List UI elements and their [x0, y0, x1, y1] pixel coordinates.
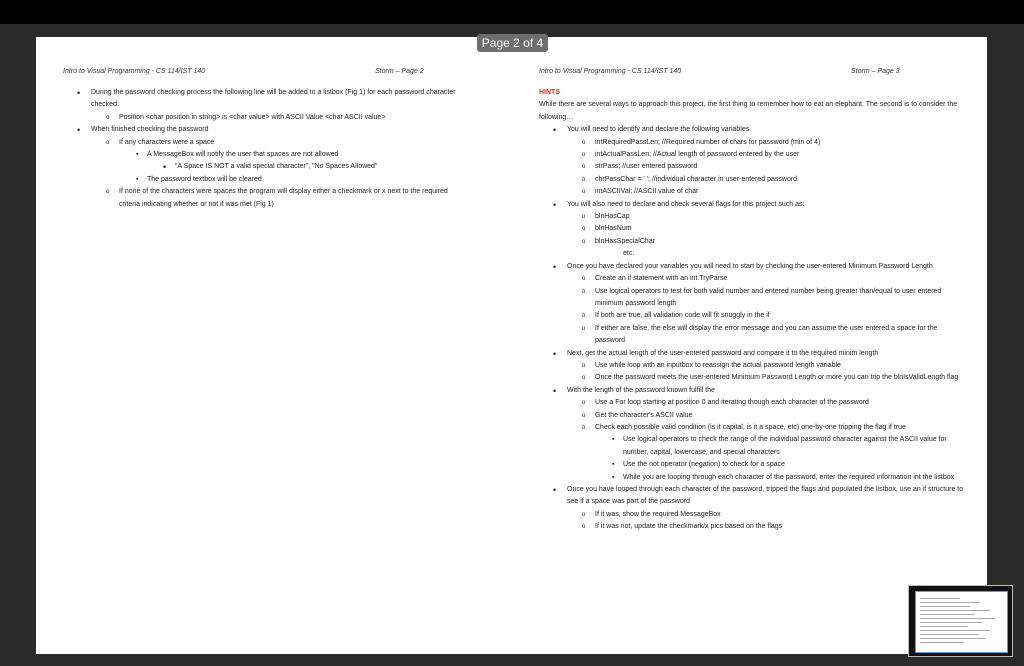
sub-bullet-item: o Once the password meets the user-entered Minimum Password Length or more you can trip the blnIsValidLength flag [539, 372, 969, 384]
sub-bullet-item: o Create an if statement with an int.TryParse [539, 273, 969, 285]
sub-bullet-item: o intASCIIVal; //ASCII value of char [539, 186, 969, 198]
sub-bullet-item: ▪ Use logical operators to check the range of the individual password character against the ASCII value for number, capital, lowercase, and special characters [539, 434, 969, 459]
header-course-title: Intro to Visual Programming - CS 114/IST 140 [539, 68, 682, 75]
sub-bullet-item: o strPass; //user entered password [539, 161, 969, 173]
bullet-item: • With the length of the password known fulfill the [539, 385, 969, 397]
sub-bullet-item: o If any characters were a space [63, 137, 465, 149]
document-spread [36, 37, 987, 654]
sub-bullet-item: o blnHasNum [539, 223, 969, 235]
sub-bullet-item: ▪ The password textbox will be cleared [63, 174, 465, 186]
viewer-top-bar [0, 0, 1024, 24]
thumbnail-current-page[interactable] [915, 591, 1008, 653]
sub-bullet-item: ▪ A MessageBox will notify the user that spaces are not allowed [63, 149, 465, 161]
page-thumbnail-navigator[interactable] [908, 585, 1013, 657]
header-page-label: Storm – Page 2 [375, 68, 424, 75]
bullet-item: • You will also need to declare and check several flags for this project such as: [539, 199, 969, 211]
sub-bullet-item: o Use a For loop starting at position 0 and iterating though each character of the password [539, 397, 969, 409]
sub-bullet-item: o Position <char position in string> is <char value> with ASCII Value <char ASCII value> [63, 112, 465, 124]
sub-bullet-item: o Check each possible valid condition (is it capital, is it a space, etc) one-by-one tripping the flag if true [539, 422, 969, 434]
bullet-item: • When finished checking the password [63, 124, 465, 136]
right-page-content [539, 87, 969, 534]
bullet-item: • Once you have declared your variables you will need to start by checking the user-entered Minimum Password Length [539, 261, 969, 273]
sub-bullet-item: o intActualPassLen; //Actual length of password entered by the user [539, 149, 969, 161]
sub-bullet-item: o Get the character's ASCII value [539, 410, 969, 422]
sub-bullet-item: ▪ Use the not operator (negation) to check for a space [539, 459, 969, 471]
bullet-item: • Next, get the actual length of the user-entered password and compare it to the required minim length [539, 348, 969, 360]
page-indicator: Page 2 of 4 [477, 34, 548, 52]
bullet-item: • You will need to identify and declare the following variables [539, 124, 969, 136]
sub-bullet-item: o blnHasSpecialChar [539, 236, 969, 248]
sub-bullet-item: • "A Space IS NOT a valid special character", "No Spaces Allowed" [63, 161, 465, 173]
left-page-content [63, 87, 465, 211]
bullet-item: etc. [623, 250, 635, 258]
sub-bullet-item: o blnHasCap [539, 211, 969, 223]
sub-bullet-item: o If it was not, update the checkmark/x pics based on the flags [539, 521, 969, 533]
sub-bullet-item: o intRequiredPassLen; //Required number of chars for password (min of 4) [539, 137, 969, 149]
hints-heading: HINTS [539, 89, 560, 96]
sub-bullet-item: o If both are true, all validation code will fit snuggly in the if [539, 310, 969, 322]
bullet-item: • During the password checking process the following line will be added to a listbox (Fig 1) for each password character checked: [63, 87, 465, 112]
sub-bullet-item: o If none of the characters were spaces the program will display either a checkmark or x next to the required criteria indicating whether or not it was met (Fig 1) [63, 186, 465, 211]
bullet-item: • Once you have looped through each character of the password, tripped the flags and populated the listbox, use an if structure to see if a space was part of the password [539, 484, 969, 509]
sub-bullet-item: o If either are false, the else will display the error message and you can assume the user entered a space for the password [539, 323, 969, 348]
sub-bullet-item: ▪ While you are looping through each character of the password, enter the required information int the listbox [539, 472, 969, 484]
header-page-label: Storm – Page 3 [851, 68, 900, 75]
header-course-title: Intro to Visual Programming - CS 114/IST 140 [63, 68, 206, 75]
hints-intro: While there are several ways to approach this project, the first thing to remember how to eat an elephant. The second is to consider the following… [539, 101, 958, 121]
sub-bullet-item: o If it was, show the required MessageBox [539, 509, 969, 521]
sub-bullet-item: o chrPassChar = ' '; //individual character in user-entered password [539, 174, 969, 186]
sub-bullet-item: o Use logical operators to test for both valid number and entered number being greater than/equal to user entered minimum password length [539, 286, 969, 311]
hints-list [539, 124, 969, 533]
sub-bullet-item: o Use while loop with an inputbox to reassign the actual password length variable [539, 360, 969, 372]
